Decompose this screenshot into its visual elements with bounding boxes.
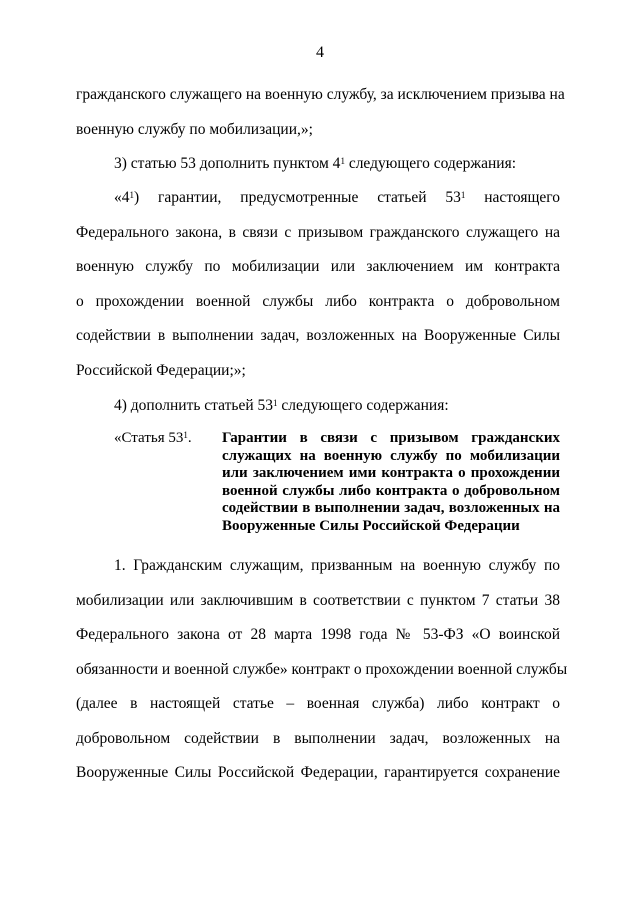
text-line: 1. Гражданским служащим, призванным на военную службу по — [114, 557, 560, 574]
quote-open: «4 — [114, 189, 130, 206]
item-4-paragraph — [114, 389, 560, 424]
item-3-text: 3) статью 53 дополнить пунктом 4 — [114, 155, 341, 172]
text-line: добровольном содействии в выполнении задач, возложенных на — [76, 729, 560, 747]
text-line — [76, 181, 560, 216]
page-number: 4 — [316, 44, 324, 61]
article-title-line: Гарантии в связи с призывом гражданских — [222, 430, 560, 446]
text-line: (далее в настоящей статье – военная служба) либо контракт о — [76, 695, 560, 712]
item-4-text: 4) дополнить статьей 53 — [114, 397, 274, 414]
item-3-paragraph — [114, 147, 560, 182]
item-3-text-end: следующего содержания: — [344, 155, 517, 172]
text-line — [114, 147, 560, 182]
superscript: 1 — [340, 156, 345, 166]
text-line: военную службу по мобилизации или заключением им контракта — [76, 258, 560, 275]
text-line: Федерального закона, в связи с призывом гражданского служащего на — [76, 223, 560, 241]
text-line: гражданского служащего на военную службу, за исключением призыва на — [76, 86, 565, 103]
article-title-line: служащих на военную службу по мобилизации — [222, 447, 560, 464]
superscript: 1 — [273, 398, 278, 408]
article-title-line: Вооруженные Силы Российской Федерации — [222, 517, 520, 534]
text-line: о прохождении военной службы либо контракта о добровольном — [76, 292, 560, 310]
item-4-text-end: следующего содержания: — [277, 397, 449, 414]
superscript: 1 — [129, 190, 134, 200]
article-title-line: содействии в выполнении задач, возложенных на — [222, 500, 560, 516]
article-paragraph-1 — [76, 549, 568, 791]
quote-text: ) гарантии, предусмотренные статьей 53 — [134, 189, 461, 206]
text-line: содействии в выполнении задач, возложенных на Вооруженные Силы — [76, 327, 560, 344]
text-line: Вооруженные Силы Российской Федерации, гарантируется сохранение — [76, 764, 560, 781]
quote-text-end: настоящего — [465, 189, 561, 206]
article-title-line: или заключением ими контракта о прохождении — [222, 465, 560, 481]
text-line: военную службу по мобилизации,»; — [76, 120, 313, 138]
article-label-text: «Статья 53 — [114, 430, 184, 446]
text-line: Федерального закона от 28 марта 1998 года № 53-ФЗ «О воинской — [76, 626, 560, 643]
article-label-dot: . — [187, 430, 192, 446]
superscript: 1 — [183, 430, 188, 440]
article-title — [222, 430, 560, 535]
quote-4-1-paragraph — [76, 181, 560, 388]
article-label — [114, 430, 192, 448]
text-line — [114, 389, 560, 424]
text-line: обязанности и военной службе» контракт о прохождении военной службы — [76, 660, 568, 678]
text-line: мобилизации или заключившим в соответствии с пунктом 7 статьи 38 — [76, 591, 560, 609]
text-line: Российской Федерации;»; — [76, 361, 246, 379]
continuation-paragraph — [76, 78, 565, 147]
superscript: 1 — [460, 190, 466, 200]
article-title-line: военной службы либо контракта о добровольном — [222, 482, 560, 499]
